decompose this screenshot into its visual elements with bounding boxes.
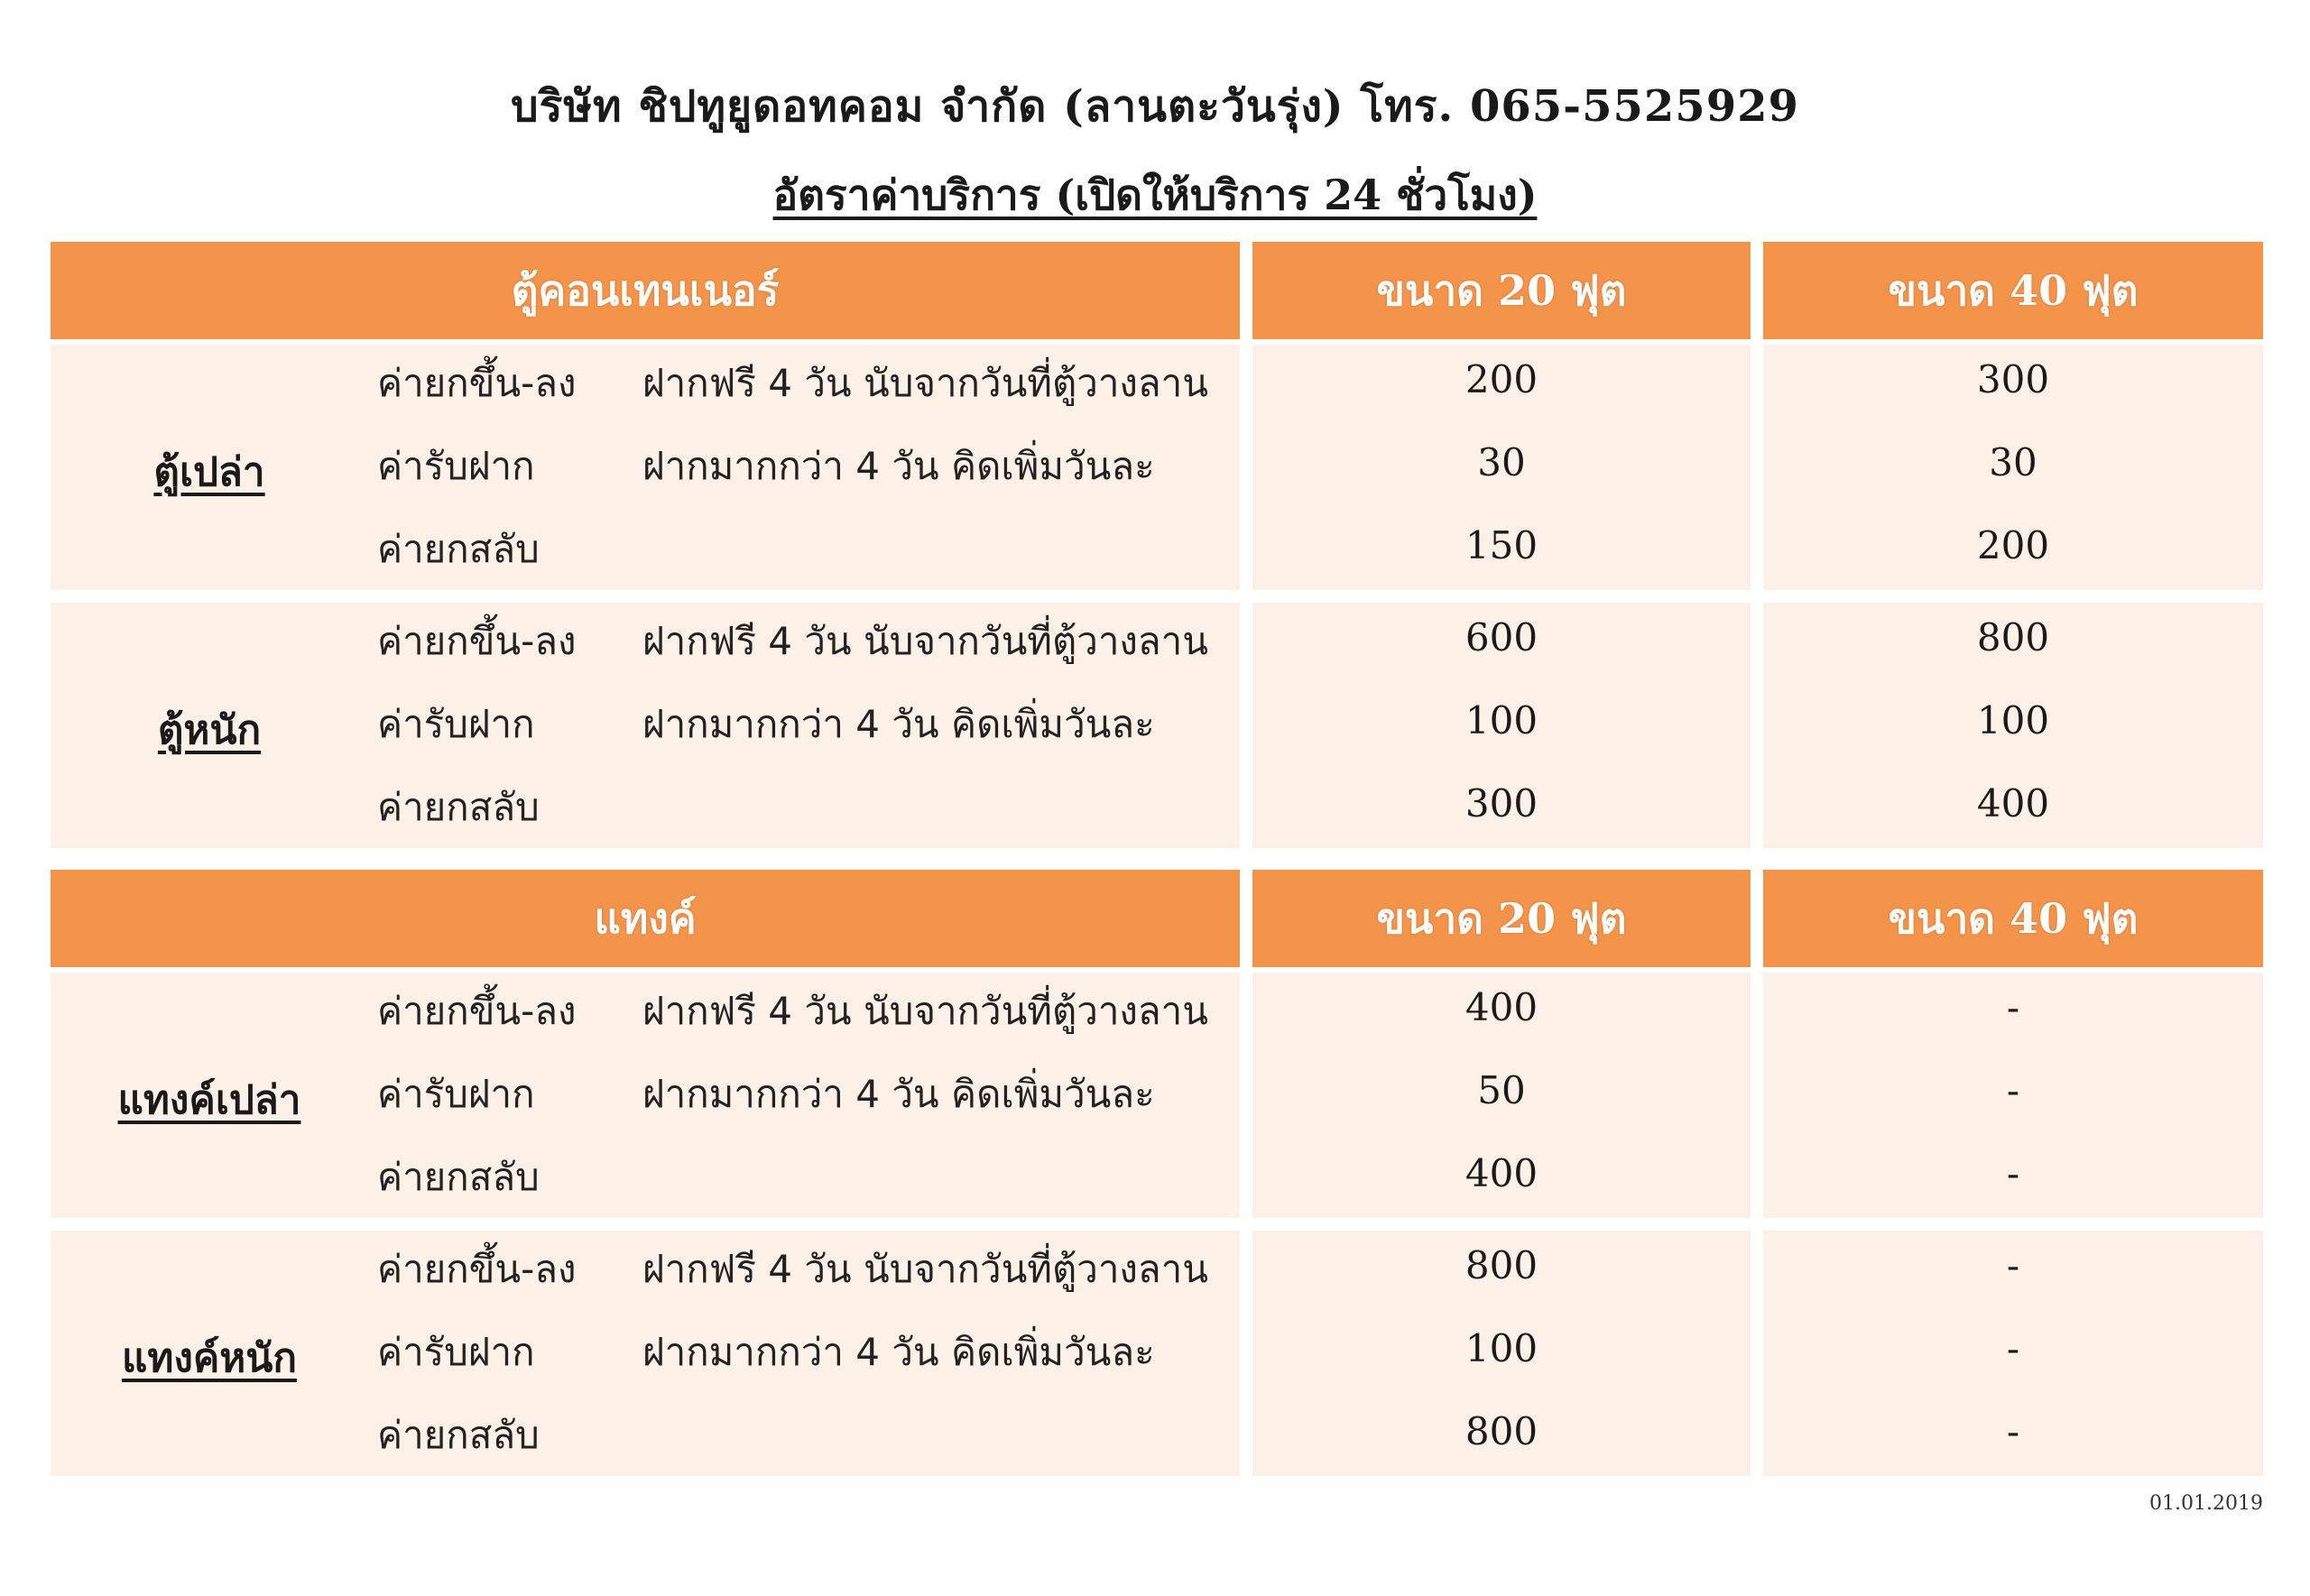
column-divider xyxy=(1751,1231,1763,1476)
column-divider xyxy=(1240,973,1252,1218)
price-40ft: - xyxy=(2006,1243,2020,1287)
fee-note: ฝากฟรี 4 วัน นับจากวันที่ตู้วางลาน xyxy=(642,361,1208,405)
price-20ft: 50 xyxy=(1477,1068,1526,1112)
fee-item-label: ค่ายกขึ้น-ลง xyxy=(377,1247,577,1291)
price-20ft: 200 xyxy=(1465,357,1538,401)
price-20ft: 100 xyxy=(1465,1326,1538,1370)
column-divider xyxy=(1240,1231,1252,1476)
document-date: 01.01.2019 xyxy=(2149,1492,2263,1515)
group-name: แทงค์หนัก xyxy=(121,1335,297,1381)
fee-item-label: ค่ารับฝาก xyxy=(377,1330,535,1374)
price-40ft: 400 xyxy=(1976,781,2050,826)
price-40ft: 30 xyxy=(1989,440,2037,484)
price-20ft: 100 xyxy=(1465,698,1538,743)
fee-note: ฝากฟรี 4 วัน นับจากวันที่ตู้วางลาน xyxy=(642,989,1208,1033)
rate-subtitle: อัตราค่าบริการ (เปิดให้บริการ 24 ชั่วโมง) xyxy=(772,171,1538,219)
fee-note: ฝากฟรี 4 วัน นับจากวันที่ตู้วางลาน xyxy=(642,619,1208,663)
price-40ft: 200 xyxy=(1976,523,2050,567)
section-header-20ft: ขนาด 20 ฟุต xyxy=(1252,870,1751,967)
price-40ft: - xyxy=(2006,1326,2020,1370)
fee-item-label: ค่ารับฝาก xyxy=(377,1072,535,1116)
fee-item-label: ค่ายกขึ้น-ลง xyxy=(377,619,577,663)
section-header-title: แทงค์ xyxy=(51,870,1240,967)
price-40ft: - xyxy=(2006,1151,2020,1195)
price-20ft: 800 xyxy=(1465,1243,1538,1287)
fee-note: ฝากมากกว่า 4 วัน คิดเพิ่มวันละ xyxy=(642,1330,1155,1374)
price-40ft: 100 xyxy=(1976,698,2050,743)
column-divider xyxy=(1751,345,1763,590)
price-20ft: 300 xyxy=(1465,781,1538,826)
section-header-40ft: ขนาด 40 ฟุต xyxy=(1763,242,2263,339)
fee-note: ฝากมากกว่า 4 วัน คิดเพิ่มวันละ xyxy=(642,702,1155,746)
fee-note: ฝากมากกว่า 4 วัน คิดเพิ่มวันละ xyxy=(642,444,1155,488)
fee-note: ฝากมากกว่า 4 วัน คิดเพิ่มวันละ xyxy=(642,1072,1155,1116)
column-divider xyxy=(1751,603,1763,848)
fee-item-label: ค่ายกสลับ xyxy=(377,1413,540,1457)
price-40ft: - xyxy=(2006,985,2020,1029)
column-divider xyxy=(1751,973,1763,1218)
section-header-40ft: ขนาด 40 ฟุต xyxy=(1763,870,2263,967)
company-title: บริษัท ชิปทูยูดอทคอม จำกัด (ลานตะวันรุ่ง) โทร. 065-5525929 xyxy=(511,81,1799,132)
fee-item-label: ค่ารับฝาก xyxy=(377,702,535,746)
fee-item-label: ค่ายกสลับ xyxy=(377,1155,540,1199)
fee-item-label: ค่ายกสลับ xyxy=(377,785,540,829)
price-20ft: 800 xyxy=(1465,1409,1538,1453)
column-divider xyxy=(1240,345,1252,590)
fee-note: ฝากฟรี 4 วัน นับจากวันที่ตู้วางลาน xyxy=(642,1247,1208,1291)
price-40ft: - xyxy=(2006,1409,2020,1453)
price-40ft: 300 xyxy=(1976,357,2050,401)
price-20ft: 150 xyxy=(1465,523,1538,567)
section-header-20ft: ขนาด 20 ฟุต xyxy=(1252,242,1751,339)
price-20ft: 30 xyxy=(1477,440,1526,484)
price-40ft: - xyxy=(2006,1068,2020,1112)
price-20ft: 400 xyxy=(1465,1151,1538,1195)
column-divider xyxy=(1240,603,1252,848)
group-name: แทงค์เปล่า xyxy=(117,1077,301,1123)
fee-item-label: ค่ายกขึ้น-ลง xyxy=(377,989,577,1033)
group-name: ตู้เปล่า xyxy=(153,449,265,495)
fee-item-label: ค่ารับฝาก xyxy=(377,444,535,488)
group-name: ตู้หนัก xyxy=(157,707,262,753)
price-20ft: 400 xyxy=(1465,985,1538,1029)
price-20ft: 600 xyxy=(1465,615,1538,660)
price-40ft: 800 xyxy=(1976,615,2050,660)
fee-item-label: ค่ายกขึ้น-ลง xyxy=(377,361,577,405)
fee-item-label: ค่ายกสลับ xyxy=(377,527,540,571)
section-header-title: ตู้คอนเทนเนอร์ xyxy=(51,242,1240,339)
